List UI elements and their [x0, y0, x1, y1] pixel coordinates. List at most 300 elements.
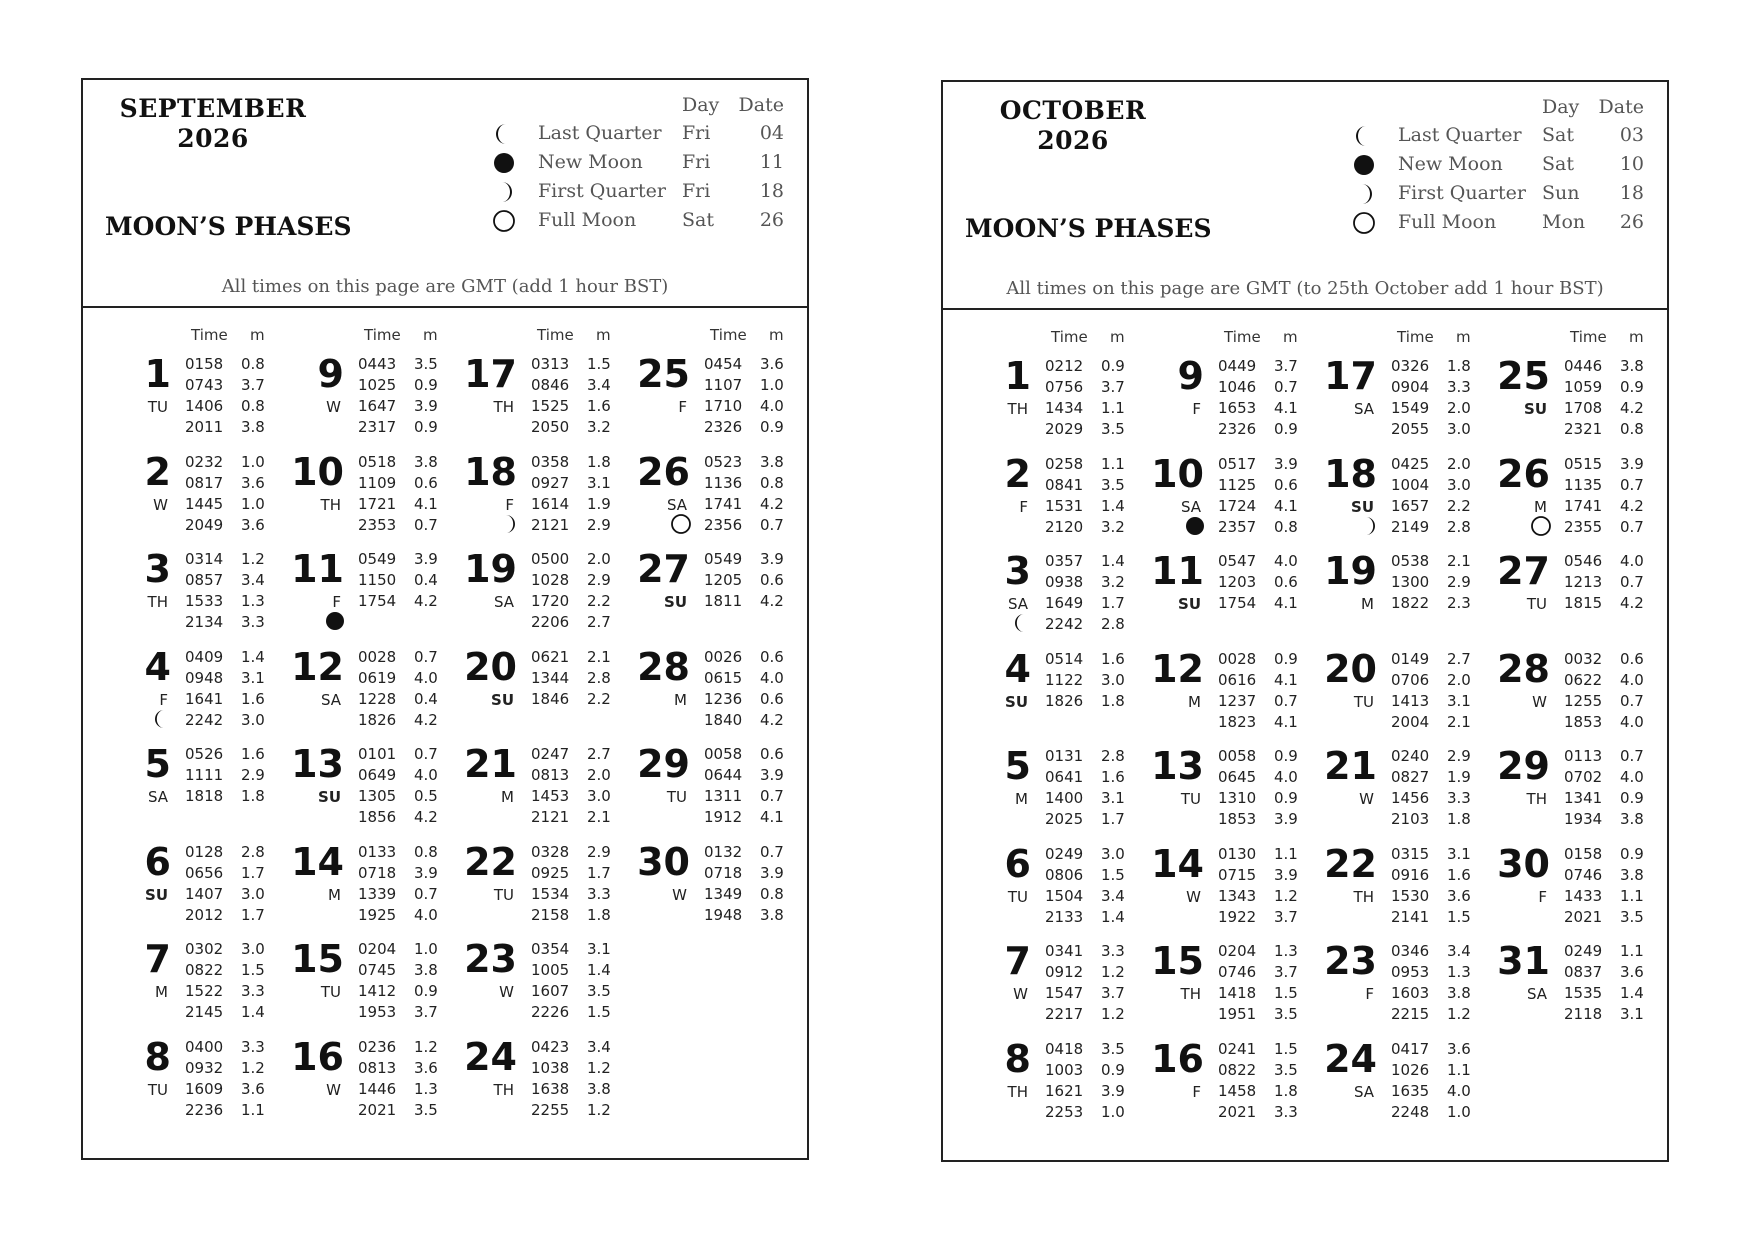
tide-list [185, 452, 277, 536]
tide-row [531, 1100, 623, 1121]
day-entry [103, 545, 278, 643]
day-of-week: TH [493, 1080, 514, 1099]
tide-row [1218, 1039, 1310, 1060]
tide-time: 2317 [358, 418, 397, 436]
day-of-week: M [674, 690, 687, 709]
tide-time: 1948 [704, 905, 743, 924]
day-of-week: F [1019, 497, 1028, 516]
tide-list [531, 549, 623, 633]
tide-list [1218, 1039, 1310, 1123]
tide-time: 2149 [1391, 517, 1430, 536]
day-number: 8 [144, 1034, 171, 1079]
tide-list [531, 744, 623, 828]
tide-time: 1349 [704, 884, 743, 903]
tide-height: 3.9 [760, 550, 784, 568]
tide-time: 0822 [185, 961, 224, 979]
tide-time: 0904 [1391, 378, 1430, 396]
tide-row [1045, 907, 1137, 928]
day-of-week: SU [1178, 595, 1201, 613]
tide-row [1391, 712, 1483, 733]
day-entry [1482, 450, 1657, 548]
tide-time: 0549 [704, 550, 743, 568]
tide-height: 1.7 [1101, 810, 1125, 828]
day-of-week: W [153, 495, 168, 514]
tide-time: 1533 [185, 592, 224, 610]
tide-row [1391, 865, 1483, 886]
tide-row [1045, 844, 1137, 865]
moon-phases-title: MOON’S PHASES [965, 214, 1212, 243]
tide-row [185, 884, 277, 905]
day-of-week: M [328, 885, 341, 904]
tide-height: 3.9 [760, 766, 784, 784]
tide-row [1391, 475, 1483, 496]
tide-height: 0.8 [241, 355, 265, 373]
tide-height: 2.9 [587, 571, 611, 589]
tide-time: 2326 [1218, 420, 1257, 438]
tide-time: 2356 [704, 515, 743, 534]
phase-date: 26 [1619, 211, 1644, 233]
tide-time: 1925 [358, 905, 397, 924]
tide-height: 1.8 [587, 452, 611, 471]
tide-time: 1412 [358, 982, 397, 1000]
tide-row [185, 863, 277, 884]
tide-height: 0.9 [1274, 789, 1298, 807]
tide-time: 0449 [1218, 357, 1257, 375]
tide-list [1564, 551, 1656, 614]
tide-height: 4.2 [1620, 496, 1644, 515]
day-of-week: TH [1526, 790, 1547, 808]
phase-name: New Moon [538, 151, 643, 173]
tide-time: 0515 [1564, 454, 1603, 473]
tide-row [1564, 670, 1656, 691]
tide-time: 1815 [1564, 594, 1603, 612]
tide-list [185, 939, 277, 1023]
new-moon-icon [1352, 153, 1376, 177]
day-of-week: TU [666, 788, 687, 806]
tide-time: 1754 [358, 592, 397, 610]
phase-day: Sat [682, 209, 714, 231]
day-number: 21 [464, 742, 517, 786]
tide-row [358, 689, 450, 710]
moon-phase-table [488, 92, 788, 236]
tide-height: 3.5 [414, 1100, 438, 1119]
phase-name: Last Quarter [1398, 124, 1522, 146]
tide-height: 0.6 [1620, 649, 1644, 668]
day-number: 18 [1324, 451, 1377, 496]
tide-height: 1.8 [1274, 1081, 1298, 1100]
tide-height: 3.7 [241, 376, 265, 394]
tide-row [1218, 983, 1310, 1004]
tide-time: 1458 [1218, 1081, 1257, 1100]
day-number: 30 [637, 839, 690, 884]
tide-time: 0026 [704, 647, 743, 666]
tide-time: 1255 [1564, 691, 1603, 710]
tide-row [1218, 398, 1310, 419]
time-header: Time [710, 326, 747, 344]
day-number: 2 [144, 449, 171, 494]
tide-row [185, 1037, 277, 1058]
day-entry [1136, 450, 1311, 548]
tide-height: 0.7 [760, 842, 784, 861]
tide-list [531, 647, 623, 710]
first-quarter-icon [492, 180, 516, 204]
tide-height: 1.5 [1274, 1039, 1298, 1058]
tide-height: 3.6 [1447, 1039, 1471, 1058]
tide-time: 2242 [1045, 615, 1084, 633]
tide-time: 1826 [1045, 691, 1084, 710]
tide-height: 0.8 [241, 397, 265, 415]
tide-time: 0132 [704, 842, 743, 861]
tide-row [704, 515, 796, 536]
tide-row [358, 939, 450, 960]
tide-row [531, 1058, 623, 1079]
tide-height: 3.4 [587, 1037, 611, 1056]
day-of-week: W [1186, 887, 1201, 906]
tide-row [704, 884, 796, 905]
tide-height: 4.1 [1274, 594, 1298, 612]
tide-time: 2021 [1218, 1102, 1257, 1121]
tide-height: 0.7 [1620, 573, 1644, 591]
day-entry [276, 448, 451, 546]
tide-time: 0756 [1045, 378, 1084, 396]
tide-height: 4.2 [1620, 399, 1644, 417]
tide-height: 1.4 [241, 1003, 265, 1021]
tide-list [1391, 551, 1483, 614]
tide-height: 1.1 [1101, 399, 1125, 417]
tide-time: 0249 [1045, 844, 1084, 863]
tide-height: 3.7 [1274, 907, 1298, 926]
month-year: 2026 [177, 124, 249, 153]
tide-time: 0204 [1218, 942, 1257, 960]
phase-row [1348, 180, 1648, 209]
tide-row [1564, 865, 1656, 886]
tide-row [185, 689, 277, 710]
day-number: 2 [1004, 451, 1031, 496]
tide-row [1564, 983, 1656, 1004]
tide-height: 0.9 [414, 418, 438, 436]
tide-row [1045, 767, 1137, 788]
tide-row [704, 905, 796, 926]
tide-time: 0743 [185, 376, 224, 394]
tide-height: 1.0 [241, 494, 265, 513]
column-header [449, 322, 624, 350]
date-header: Date [738, 94, 784, 116]
tide-time: 0130 [1218, 844, 1257, 863]
tide-column [622, 322, 797, 935]
tide-list [531, 842, 623, 926]
tide-time: 1647 [358, 397, 397, 415]
tide-time: 0916 [1391, 865, 1430, 884]
tide-height: 1.1 [1620, 886, 1644, 905]
tide-column [963, 324, 1138, 1132]
tide-height: 1.2 [587, 1100, 611, 1119]
tide-row [358, 765, 450, 786]
tide-time: 1038 [531, 1058, 570, 1077]
tide-row [1045, 941, 1137, 962]
tide-height: 3.7 [1274, 357, 1298, 375]
day-entry [1136, 1035, 1311, 1133]
tide-time: 1535 [1564, 984, 1603, 1002]
day-entry [1136, 742, 1311, 840]
tide-height: 2.9 [241, 766, 265, 784]
tide-height: 1.6 [241, 689, 265, 708]
day-number: 11 [291, 547, 344, 591]
tide-row [1045, 670, 1137, 691]
tide-row [1218, 475, 1310, 496]
tide-height: 0.8 [760, 473, 784, 492]
tide-list [531, 1037, 623, 1121]
tide-time: 2029 [1045, 420, 1084, 438]
tide-height: 3.8 [1620, 865, 1644, 884]
tide-row [358, 1100, 450, 1121]
tide-row [358, 905, 450, 926]
tide-height: 1.8 [1447, 810, 1471, 828]
day-entry [1482, 937, 1657, 1035]
day-entry [103, 935, 278, 1033]
tide-list [358, 354, 450, 438]
day-number: 17 [1324, 354, 1377, 398]
phase-row [488, 178, 788, 207]
tide-time: 0621 [531, 647, 570, 666]
tide-time: 0948 [185, 668, 224, 687]
tide-row [1391, 1102, 1483, 1123]
first-quarter-icon [497, 513, 519, 535]
tide-row [185, 417, 277, 438]
tide-row [1218, 1060, 1310, 1081]
full-moon-icon [1530, 515, 1552, 537]
tide-list [1218, 844, 1310, 928]
tide-row [1218, 907, 1310, 928]
tide-time: 1150 [358, 571, 397, 589]
height-header: m [250, 326, 265, 344]
day-entry [1482, 547, 1657, 645]
phase-row [488, 120, 788, 149]
tide-height: 3.3 [1447, 789, 1471, 807]
tide-time: 1228 [358, 689, 397, 708]
tide-height: 4.0 [760, 397, 784, 415]
tide-row [531, 884, 623, 905]
tide-row [1045, 377, 1137, 398]
day-entry [1482, 840, 1657, 938]
tide-list [185, 744, 277, 807]
tide-height: 3.4 [1101, 886, 1125, 905]
tide-height: 2.7 [587, 613, 611, 631]
tide-row [1218, 1102, 1310, 1123]
tide-height: 3.6 [241, 473, 265, 492]
tide-row [531, 960, 623, 981]
tide-row [185, 1100, 277, 1121]
phase-row [1348, 122, 1648, 151]
tide-time: 0454 [704, 355, 743, 373]
tide-time: 2236 [185, 1100, 224, 1119]
tide-height: 3.6 [241, 515, 265, 534]
tide-height: 2.7 [1447, 649, 1471, 668]
tide-row [1045, 886, 1137, 907]
tide-time: 2215 [1391, 1005, 1430, 1023]
phase-date: 11 [759, 151, 784, 173]
tide-row [185, 354, 277, 375]
tide-time: 2025 [1045, 810, 1084, 828]
day-entry [1136, 352, 1311, 450]
tide-time: 0641 [1045, 768, 1084, 786]
last-quarter-icon [1352, 124, 1376, 148]
tide-list [1564, 941, 1656, 1025]
day-number: 27 [637, 547, 690, 591]
tide-height: 0.7 [414, 515, 438, 534]
tide-time: 2255 [531, 1100, 570, 1119]
tide-list [704, 549, 796, 612]
day-of-week: W [1013, 985, 1028, 1003]
tide-height: 3.7 [1101, 984, 1125, 1002]
tide-time: 0500 [531, 550, 570, 568]
tide-height: 4.0 [760, 668, 784, 687]
day-of-week: M [1188, 692, 1201, 711]
first-quarter-icon [1357, 515, 1379, 537]
day-entry [1309, 450, 1484, 548]
tide-height: 2.1 [1447, 712, 1471, 731]
height-header: m [596, 326, 611, 344]
tide-row [1218, 788, 1310, 809]
september-page [81, 78, 809, 1160]
tide-height: 1.1 [1620, 942, 1644, 960]
tide-time: 2353 [358, 515, 397, 534]
tide-time: 0418 [1045, 1039, 1084, 1058]
tide-time: 0857 [185, 571, 224, 589]
tide-time: 0247 [531, 745, 570, 763]
day-entry [963, 352, 1138, 450]
tide-row [531, 1079, 623, 1100]
tide-row [704, 354, 796, 375]
day-of-week: TH [1180, 985, 1201, 1003]
tide-row [704, 473, 796, 494]
tide-row [185, 786, 277, 807]
tide-time: 1754 [1218, 594, 1257, 612]
tide-row [531, 807, 623, 828]
tide-row [1218, 746, 1310, 767]
day-number: 8 [1004, 1036, 1031, 1081]
tide-row [1218, 454, 1310, 475]
tide-time: 0526 [185, 745, 224, 763]
tide-height: 1.2 [1447, 1005, 1471, 1023]
day-entry [276, 350, 451, 448]
tide-row [531, 417, 623, 438]
tide-height: 3.4 [241, 571, 265, 589]
tide-row [185, 981, 277, 1002]
tide-height: 2.0 [587, 550, 611, 568]
tide-height: 1.1 [1101, 454, 1125, 473]
tide-row [531, 765, 623, 786]
last-quarter-icon [151, 708, 173, 730]
full-moon-icon [1352, 211, 1376, 235]
tide-height: 3.5 [1101, 420, 1125, 438]
tide-height: 3.4 [1447, 942, 1471, 960]
tide-row [1045, 1081, 1137, 1102]
tide-height: 2.9 [587, 842, 611, 861]
tide-row [358, 786, 450, 807]
phase-date: 18 [1619, 182, 1644, 204]
tide-time: 0546 [1564, 552, 1603, 570]
phase-row [1348, 209, 1648, 238]
tide-height: 3.1 [1620, 1005, 1644, 1023]
tide-row [531, 1002, 623, 1023]
tide-time: 1122 [1045, 670, 1084, 689]
tide-height: 1.6 [1101, 768, 1125, 786]
tide-time: 1136 [704, 473, 743, 492]
tide-time: 1922 [1218, 907, 1257, 926]
day-number: 12 [291, 644, 344, 689]
tide-time: 1530 [1391, 886, 1430, 905]
tide-time: 0718 [704, 863, 743, 882]
tide-list [1218, 941, 1310, 1025]
day-entry [963, 450, 1138, 548]
day-of-week: SU [491, 690, 514, 709]
tide-row [1391, 454, 1483, 475]
tide-list [531, 939, 623, 1023]
day-of-week: SA [1353, 400, 1374, 418]
column-header [963, 324, 1138, 352]
day-of-week: W [1359, 790, 1374, 808]
tide-row [1045, 1004, 1137, 1025]
tide-height: 4.0 [1447, 1081, 1471, 1100]
tide-row [531, 744, 623, 765]
tide-time: 0212 [1045, 357, 1084, 375]
tide-time: 0101 [358, 745, 397, 763]
tide-time: 1525 [531, 397, 570, 415]
tide-row [1045, 788, 1137, 809]
day-number: 19 [464, 547, 517, 591]
phase-day: Sun [1542, 182, 1580, 204]
tide-row [1391, 517, 1483, 538]
tide-height: 2.3 [1447, 594, 1471, 612]
time-header: Time [364, 326, 401, 344]
tide-row [185, 549, 277, 570]
day-number: 25 [637, 352, 690, 396]
new-moon-icon [324, 610, 346, 632]
tide-time: 1237 [1218, 691, 1257, 710]
tide-height: 1.8 [587, 905, 611, 924]
tide-list [1045, 649, 1137, 712]
day-of-week: TU [1526, 595, 1547, 613]
tide-row [704, 668, 796, 689]
tide-time: 2355 [1564, 517, 1603, 536]
tide-row [185, 1002, 277, 1023]
tide-time: 0622 [1564, 670, 1603, 689]
tide-height: 0.9 [1274, 420, 1298, 438]
tide-row [704, 375, 796, 396]
tide-height: 4.0 [1620, 712, 1644, 731]
tide-height: 1.5 [1101, 865, 1125, 884]
day-entry [963, 645, 1138, 743]
day-number: 26 [1497, 451, 1550, 496]
tide-height: 1.0 [241, 452, 265, 471]
moon-phase-table [1348, 94, 1648, 238]
month-title [113, 94, 313, 154]
day-entry [276, 1033, 451, 1131]
tide-row [1218, 377, 1310, 398]
tide-height: 3.9 [1274, 865, 1298, 884]
tide-row [531, 354, 623, 375]
tide-height: 3.8 [587, 1079, 611, 1098]
tide-height: 4.2 [760, 592, 784, 610]
day-of-week: SU [664, 593, 687, 611]
tide-time: 1107 [704, 376, 743, 394]
phase-row [488, 207, 788, 236]
tide-list [185, 354, 277, 438]
tide-height: 4.0 [1274, 768, 1298, 786]
tide-row [531, 981, 623, 1002]
tide-height: 1.4 [1101, 552, 1125, 570]
tide-time: 0058 [1218, 747, 1257, 765]
